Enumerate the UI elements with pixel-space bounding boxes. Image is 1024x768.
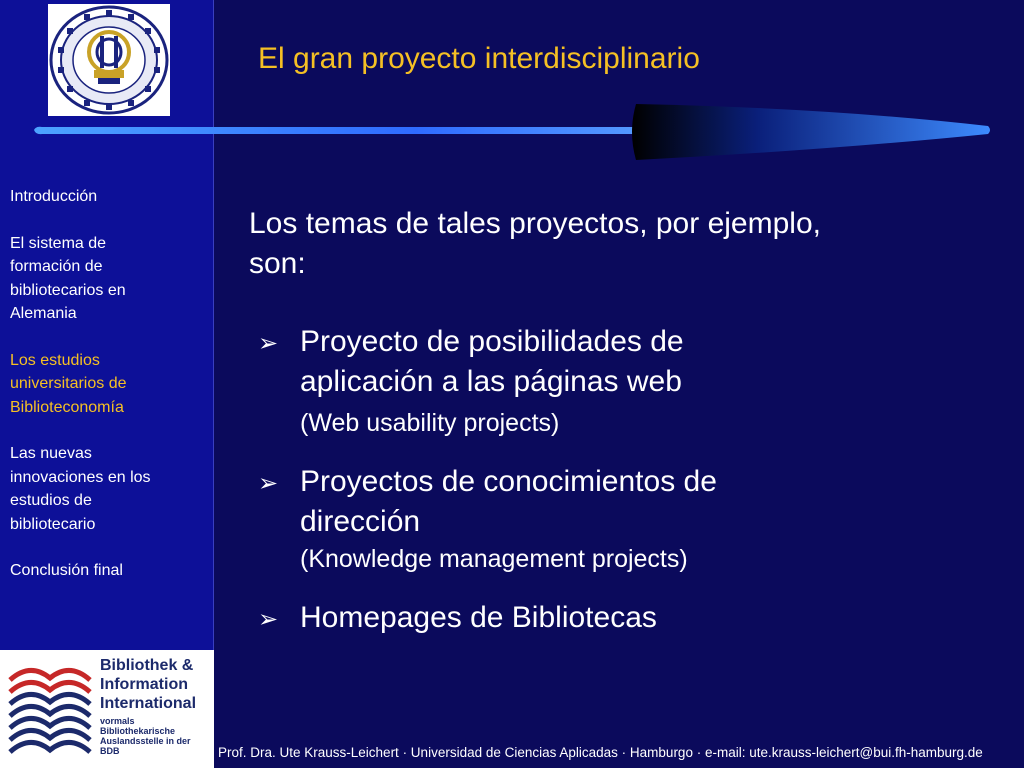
bullet-main-line: aplicación a las páginas web xyxy=(300,365,682,398)
sidebar-item-label: Introducción xyxy=(10,188,98,205)
sidebar-nav xyxy=(10,185,206,606)
arrow-bullet-icon: ➢ xyxy=(258,470,279,497)
bullet-main-line: dirección xyxy=(300,505,421,538)
slide-intro xyxy=(249,204,929,284)
sidebar-item-label: bibliotecarios en xyxy=(10,281,126,299)
sidebar-item-label: El sistema de xyxy=(10,234,107,252)
slide-intro-line: Los temas de tales proyectos, por ejemplo, xyxy=(249,207,821,240)
bdb-logo-subline: vormals Bibliothekarische xyxy=(100,716,176,736)
sidebar-item-label: Biblioteconomía xyxy=(10,398,124,416)
sidebar-item-label: universitarios de xyxy=(10,375,127,392)
slide-title: El gran proyecto interdisciplinario xyxy=(258,42,700,75)
bullet-sub-text: (Knowledge management projects) xyxy=(300,545,688,573)
sidebar-item-nuevas-innovaciones[interactable] xyxy=(10,442,206,536)
bullet-sub-text: (Web usability projects) xyxy=(300,409,560,437)
bdb-logo-line: International xyxy=(100,695,197,712)
bdb-logo-line: Bibliothek & xyxy=(100,657,194,674)
bdb-logo-text xyxy=(100,656,212,756)
list-item xyxy=(258,462,958,576)
sidebar-item-conclusion-final[interactable] xyxy=(10,559,206,583)
bdb-logo-subline: Auslandsstelle in der BDB xyxy=(100,736,191,756)
sidebar-item-label: formación de xyxy=(10,258,103,275)
list-item xyxy=(258,598,958,638)
slide-intro-line: son: xyxy=(249,247,306,280)
arrow-bullet-icon: ➢ xyxy=(258,330,279,357)
sidebar-item-label: bibliotecario xyxy=(10,515,96,533)
sidebar-item-label: Alemania xyxy=(10,305,77,322)
bullet-main-line: Proyecto de posibilidades de xyxy=(300,325,684,358)
swoosh-divider-icon xyxy=(30,98,994,168)
footer-credits: Prof. Dra. Ute Krauss-Leichert · Universidad de Ciencias Aplicadas · Hamburgo · e-mail: ute.krauss-leichert@bui.fh-hamburg.de xyxy=(218,745,983,760)
bullet-main-text xyxy=(300,322,958,402)
arrow-bullet-icon: ➢ xyxy=(258,606,279,633)
sidebar-item-label: Las nuevas xyxy=(10,445,92,462)
bdb-logo xyxy=(0,650,214,768)
sidebar-item-label: innovaciones en los xyxy=(10,468,151,486)
sidebar-item-sistema-formacion[interactable] xyxy=(10,232,206,326)
bullet-main-line: Proyectos de conocimientos de xyxy=(300,465,717,498)
sidebar-item-label: estudios de xyxy=(10,492,92,509)
bullet-main-text xyxy=(300,598,958,638)
sidebar-item-introduccion[interactable] xyxy=(10,185,206,209)
sidebar-item-label: Los estudios xyxy=(10,351,100,369)
list-item xyxy=(258,322,958,440)
bdb-logo-line: Information xyxy=(100,676,188,693)
bullet-list xyxy=(258,322,958,660)
sidebar-item-estudios-universitarios[interactable] xyxy=(10,349,206,420)
bullet-main-text xyxy=(300,462,958,542)
open-book-icon xyxy=(4,656,96,762)
sidebar-item-label: Conclusión final xyxy=(10,562,123,579)
bullet-main-line: Homepages de Bibliotecas xyxy=(300,601,657,634)
